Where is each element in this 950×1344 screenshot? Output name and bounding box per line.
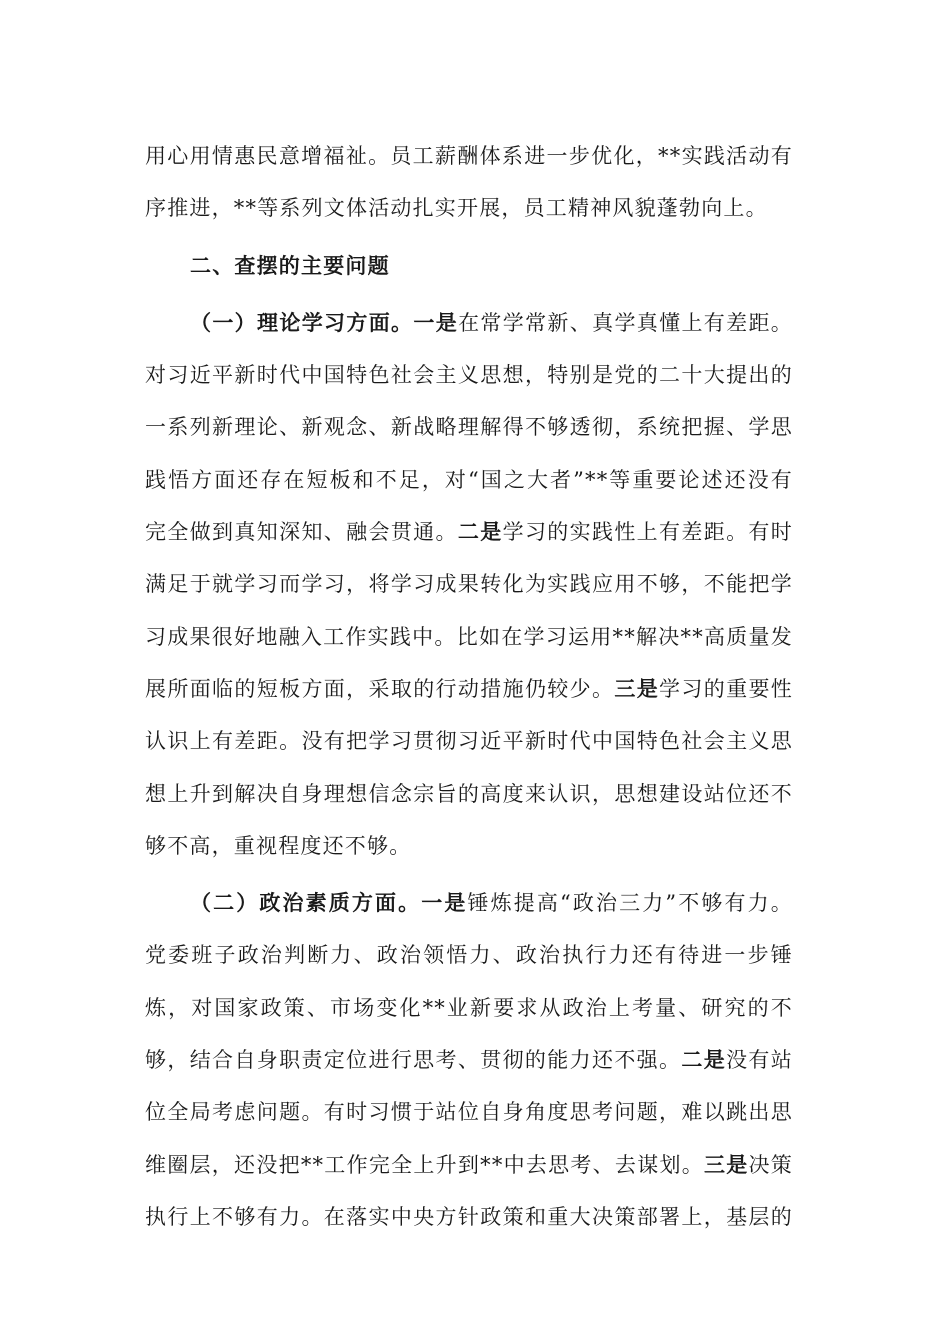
text-fragment: 完全做到真知深知、融会贯通。 bbox=[145, 520, 458, 545]
text-fragment: 够，结合自身职责定位进行思考、贯彻的能力还不强。 bbox=[145, 1048, 682, 1073]
text-fragment: 在常学常新、真学真懂上有差距。 bbox=[458, 310, 794, 335]
text-fragment: 维圈层，还没把**工作完全上升到**中去思考、去谋划。 bbox=[145, 1152, 704, 1177]
paragraph-first-line bbox=[145, 877, 793, 929]
text-line: 一系列新理论、新观念、新战略理解得不够透彻，系统把握、学思 bbox=[145, 415, 793, 440]
text-line bbox=[145, 663, 793, 715]
text-line: 够不高，重视程度还不够。 bbox=[145, 833, 412, 858]
text-line bbox=[145, 1034, 793, 1086]
enumeration-marker: 一是 bbox=[421, 890, 468, 916]
text-fragment: 决策 bbox=[748, 1152, 793, 1177]
text-line: 执行上不够有力。在落实中央方针政策和重大决策部署上，基层的 bbox=[145, 1204, 793, 1229]
text-line bbox=[145, 506, 793, 558]
text-fragment: 学习的重要性 bbox=[659, 676, 793, 701]
enumeration-marker: 二是 bbox=[681, 1047, 727, 1073]
text-fragment: 锤炼提高“政治三力”不够有力。 bbox=[467, 891, 793, 916]
subsection-title: （二）政治素质方面。 bbox=[190, 890, 422, 916]
text-fragment: 展所面临的短板方面，采取的行动措施仍较少。 bbox=[145, 676, 615, 701]
paragraph-first-line bbox=[145, 297, 793, 349]
text-line: 想上升到解决自身理想信念宗旨的高度来认识，思想建设站位还不 bbox=[145, 781, 793, 806]
enumeration-marker: 二是 bbox=[457, 519, 503, 545]
document-page bbox=[145, 130, 793, 1243]
text-line: 用心用情惠民意增福祉。员工薪酬体系进一步优化，**实践活动有 bbox=[145, 144, 793, 168]
text-line: 炼，对国家政策、市场变化**业新要求从政治上考量、研究的不 bbox=[145, 995, 793, 1020]
subsection-title: （一）理论学习方面。 bbox=[190, 309, 414, 335]
enumeration-marker: 三是 bbox=[704, 1151, 749, 1177]
section-heading: 二、查摆的主要问题 bbox=[190, 253, 390, 278]
text-fragment: 学习的实践性上有差距。有时 bbox=[502, 520, 793, 545]
text-fragment: 没有站 bbox=[726, 1048, 793, 1073]
text-line: 对习近平新时代中国特色社会主义思想，特别是党的二十大提出的 bbox=[145, 363, 793, 388]
text-line: 认识上有差距。没有把学习贯彻习近平新时代中国特色社会主义思 bbox=[145, 729, 793, 754]
text-line: 习成果很好地融入工作实践中。比如在学习运用**解决**高质量发 bbox=[145, 624, 793, 649]
text-line: 党委班子政治判断力、政治领悟力、政治执行力还有待进一步锤 bbox=[145, 943, 793, 968]
text-line: 位全局考虑问题。有时习惯于站位自身角度思考问题，难以跳出思 bbox=[145, 1100, 793, 1125]
enumeration-marker: 一是 bbox=[413, 309, 459, 335]
text-line bbox=[145, 1139, 793, 1191]
text-line: 序推进，**等系列文体活动扎实开展，员工精神风貌蓬勃向上。 bbox=[145, 196, 768, 221]
text-line: 满足于就学习而学习，将学习成果转化为实践应用不够，不能把学 bbox=[145, 572, 793, 597]
enumeration-marker: 三是 bbox=[614, 675, 660, 701]
text-line: 践悟方面还存在短板和不足，对“国之大者”**等重要论述还没有 bbox=[145, 467, 793, 492]
